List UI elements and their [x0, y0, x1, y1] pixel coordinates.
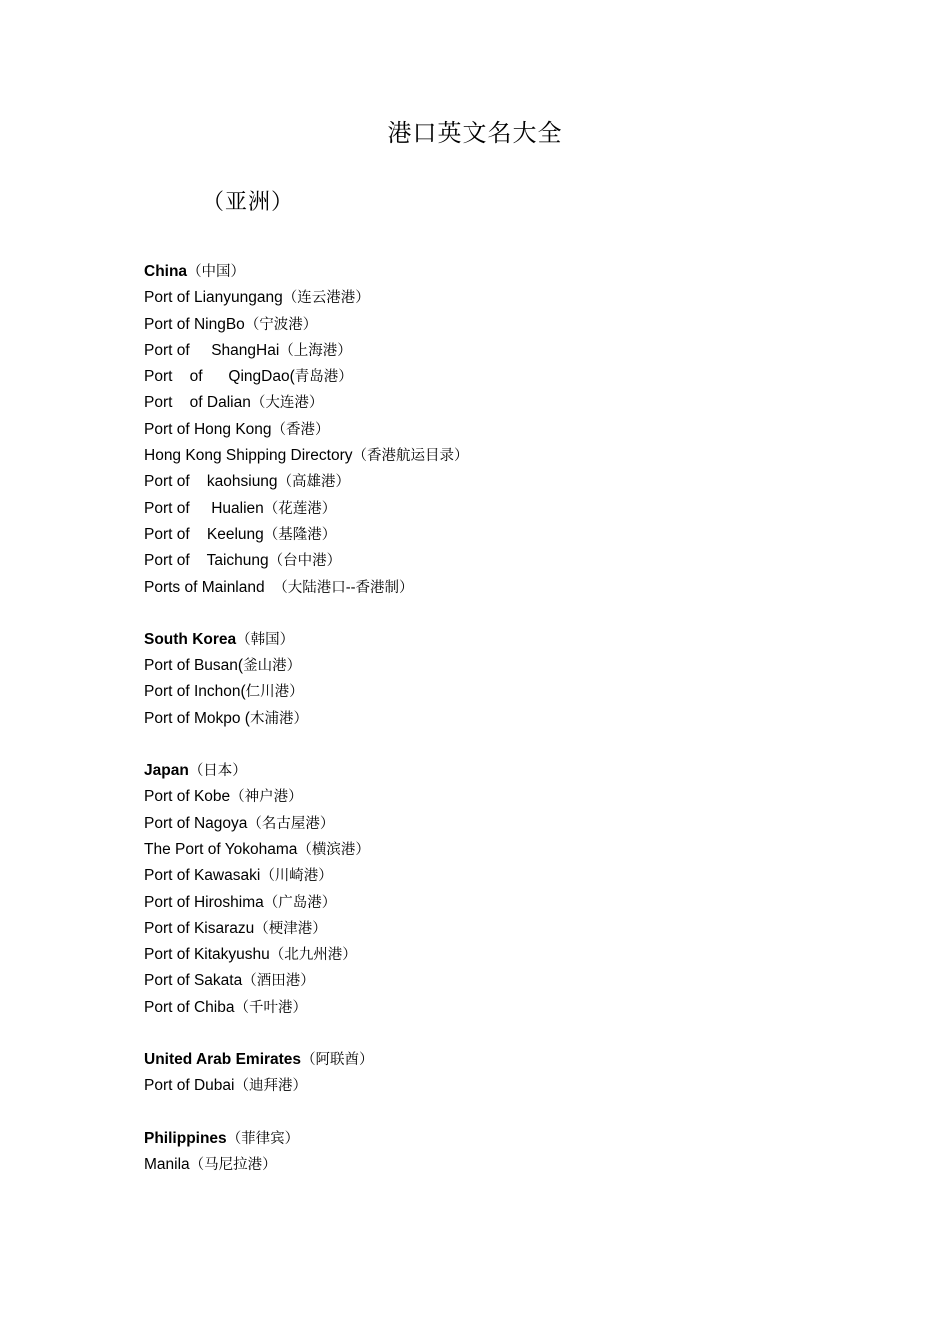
- port-name: Port of Hong Kong: [144, 420, 272, 438]
- port-item: [144, 338, 904, 364]
- port-name: Port of Mokpo (: [144, 709, 250, 727]
- country-name-chinese: （菲律宾）: [226, 1130, 300, 1147]
- port-list: [144, 259, 904, 1204]
- country-heading: [144, 259, 904, 285]
- port-name-chinese: 仁川港）: [245, 684, 304, 701]
- port-item: [144, 548, 904, 574]
- port-name-chinese: （上海港）: [279, 342, 352, 359]
- port-name: Port of Sakata: [144, 972, 243, 990]
- port-item: [144, 1073, 904, 1099]
- port-name: Port of Kobe: [144, 788, 231, 806]
- port-name: Port of Busan(: [144, 657, 244, 675]
- country-heading: [144, 627, 904, 653]
- port-item: [144, 285, 904, 311]
- port-name: Port of kaohsiung: [144, 473, 278, 491]
- port-name-chinese: （大陆港口--香港制）: [273, 579, 414, 596]
- country-name: United Arab Emirates: [144, 1051, 302, 1069]
- country-section: [144, 627, 904, 732]
- document-subtitle: （亚洲）: [202, 190, 295, 215]
- port-item: [144, 784, 904, 810]
- port-item: [144, 312, 904, 338]
- port-name-chinese: （香港航运目录）: [352, 448, 469, 465]
- port-name: Port of Dubai: [144, 1077, 235, 1095]
- country-heading: [144, 1126, 904, 1152]
- port-name: Port of Kitakyushu: [144, 946, 270, 964]
- port-item: [144, 890, 904, 916]
- port-name-chinese: （千叶港）: [234, 999, 307, 1016]
- document-title: 港口英文名大全: [387, 119, 563, 147]
- port-item: [144, 995, 904, 1021]
- port-name-chinese: （高雄港）: [277, 474, 351, 491]
- country-section: [144, 1126, 904, 1179]
- port-name-chinese: （北九州港）: [269, 947, 357, 964]
- port-name: Port of NingBo: [144, 315, 245, 333]
- port-item: [144, 469, 904, 495]
- port-name: Port of Dalian: [144, 394, 251, 412]
- port-item: [144, 942, 904, 968]
- port-name-chinese: （连云港港）: [282, 290, 370, 307]
- port-name-chinese: 青岛港）: [294, 369, 353, 386]
- country-name: China: [144, 263, 188, 280]
- port-item: [144, 364, 904, 390]
- port-item: [144, 390, 904, 416]
- port-name: Port of ShangHai: [144, 341, 280, 359]
- port-name-chinese: （广岛港）: [263, 894, 337, 911]
- country-name-chinese: （阿联酋）: [301, 1052, 374, 1069]
- port-name: Ports of Mainland: [144, 578, 274, 596]
- port-item: [144, 1152, 904, 1178]
- port-name-chinese: （基隆港）: [263, 526, 337, 543]
- port-item: [144, 522, 904, 548]
- country-section: [144, 1047, 904, 1100]
- country-name-chinese: （日本）: [188, 763, 247, 780]
- port-name-chinese: 木浦港）: [249, 710, 308, 727]
- port-name-chinese: （横滨港）: [297, 841, 370, 858]
- port-name: Manila: [144, 1155, 190, 1173]
- country-section: [144, 259, 904, 601]
- port-item: [144, 837, 904, 863]
- port-name: Port of Kisarazu: [144, 919, 255, 937]
- country-name: South Korea: [144, 630, 237, 648]
- port-item: [144, 653, 904, 679]
- port-name: Port of Inchon(: [144, 683, 246, 701]
- port-name-chinese: （大连港）: [250, 395, 324, 412]
- port-name: Port of Hiroshima: [144, 893, 264, 911]
- port-name: Port of Chiba: [144, 998, 235, 1016]
- port-name-chinese: （神户港）: [230, 789, 303, 806]
- port-name-chinese: （台中港）: [268, 553, 342, 570]
- port-item: [144, 443, 904, 469]
- port-name: The Port of Yokohama: [144, 840, 298, 858]
- port-name-chinese: （香港）: [271, 421, 330, 438]
- port-item: [144, 968, 904, 994]
- port-name-chinese: （名古屋港）: [247, 815, 335, 832]
- port-item: [144, 916, 904, 942]
- port-name-chinese: （迪拜港）: [234, 1078, 307, 1095]
- country-name: Japan: [144, 762, 189, 780]
- port-name: Port of Kawasaki: [144, 867, 261, 885]
- port-name: Port of Lianyungang: [144, 289, 283, 307]
- port-name-chinese: （马尼拉港）: [189, 1156, 277, 1173]
- port-name-chinese: （酒田港）: [242, 973, 315, 990]
- country-heading: [144, 1047, 904, 1073]
- port-name: Port of Hualien: [144, 499, 264, 517]
- port-name-chinese: （宁波港）: [244, 316, 318, 333]
- port-item: [144, 575, 904, 601]
- port-name-chinese: （花莲港）: [263, 500, 337, 517]
- port-name-chinese: （梗津港）: [254, 920, 327, 937]
- country-name: Philippines: [144, 1129, 227, 1147]
- port-name: Port of Taichung: [144, 552, 269, 570]
- country-section: [144, 758, 904, 1021]
- country-heading: [144, 758, 904, 784]
- port-name: Port of QingDao(: [144, 368, 295, 386]
- port-name-chinese: （川崎港）: [260, 868, 333, 885]
- country-name-chinese: （中国）: [187, 264, 246, 280]
- country-name-chinese: （韩国）: [236, 631, 295, 648]
- port-name: Port of Nagoya: [144, 814, 248, 832]
- port-name: Hong Kong Shipping Directory: [144, 447, 353, 465]
- port-item: [144, 811, 904, 837]
- port-item: [144, 679, 904, 705]
- port-item: [144, 706, 904, 732]
- port-name-chinese: 釜山港）: [243, 658, 302, 675]
- port-name: Port of Keelung: [144, 525, 264, 543]
- port-item: [144, 417, 904, 443]
- port-item: [144, 496, 904, 522]
- port-item: [144, 863, 904, 889]
